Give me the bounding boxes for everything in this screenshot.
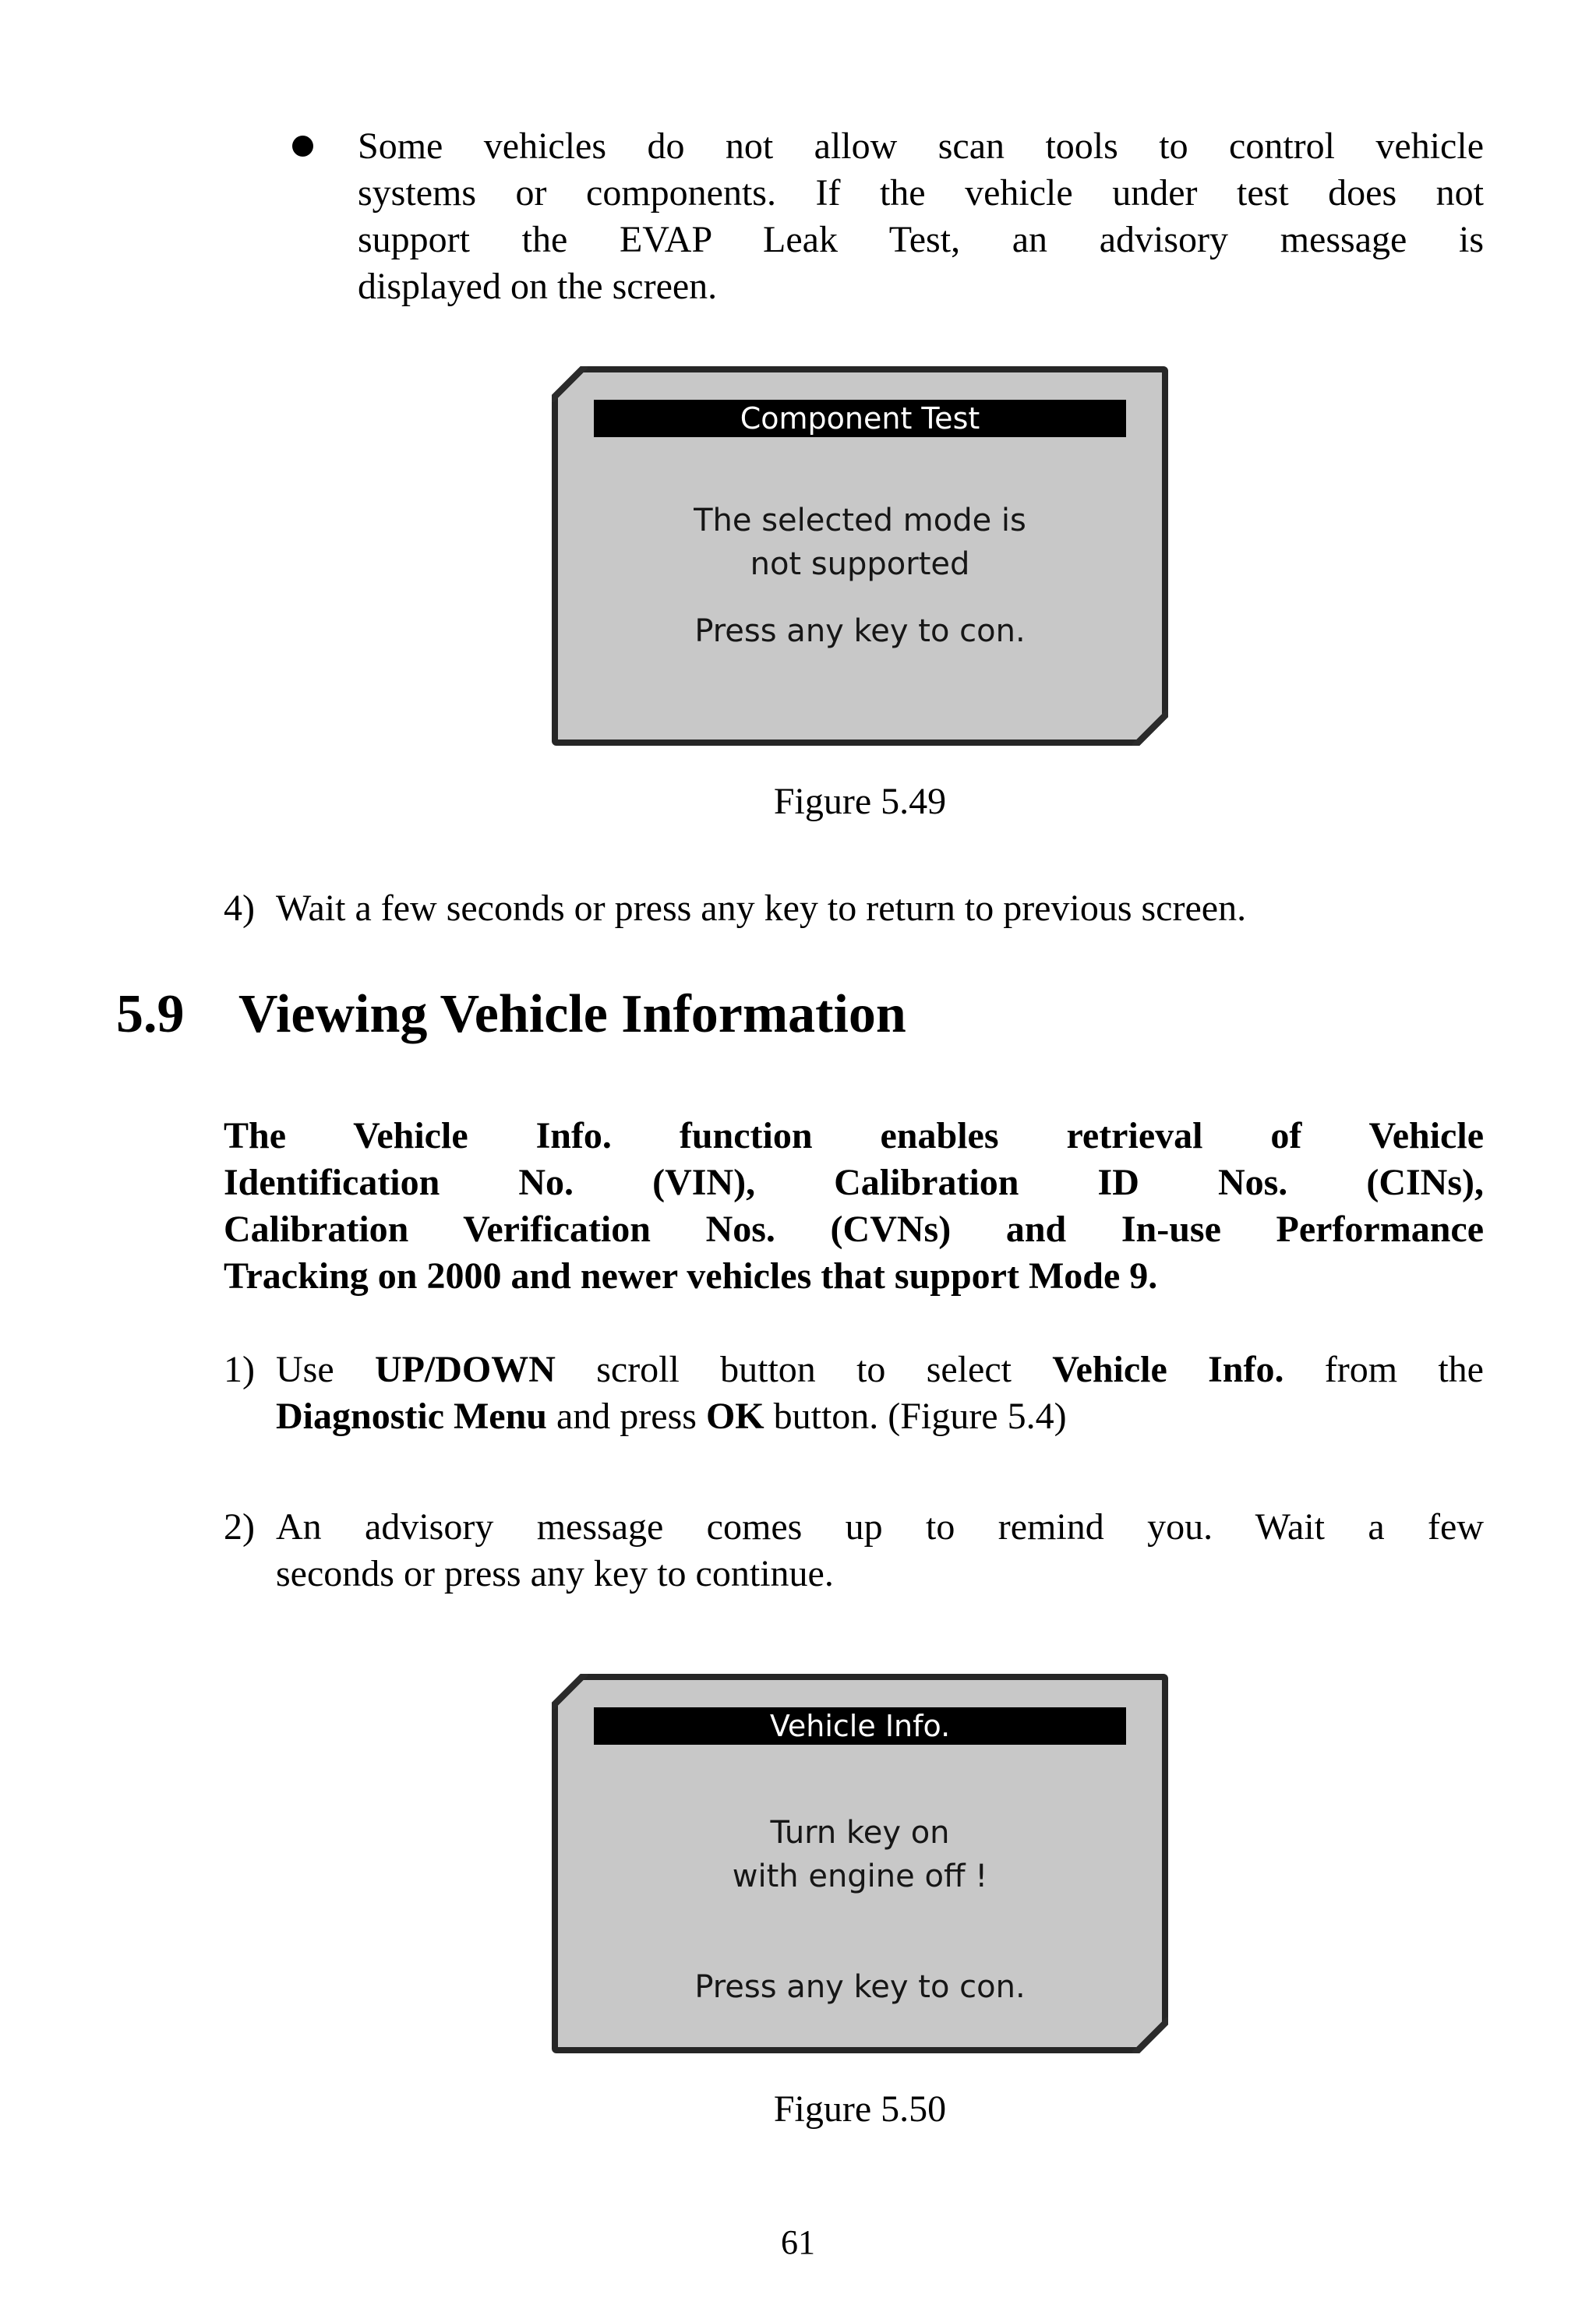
text-segment: Diagnostic Menu xyxy=(276,1396,547,1437)
screen-prompt: Press any key to con. xyxy=(694,613,1026,649)
text-line xyxy=(276,1347,1484,1393)
screen-corner-mark-icon xyxy=(1132,2017,1168,2053)
text-line xyxy=(276,885,1484,932)
step-text xyxy=(276,1347,1484,1440)
text-segment: The Vehicle Info. function enables retrieval of Vehicle xyxy=(224,1115,1484,1156)
screen-corner-mark-icon xyxy=(1132,710,1168,746)
step-number: 1) xyxy=(224,1349,255,1390)
text-segment: and press xyxy=(547,1396,706,1437)
step-number: 4) xyxy=(224,888,255,929)
bullet-icon xyxy=(292,136,313,157)
text-segment: Tracking on 2000 and newer vehicles that support Mode 9. xyxy=(224,1255,1158,1297)
text-line xyxy=(224,1113,1484,1160)
text-segment: seconds or press any key to continue. xyxy=(276,1553,834,1594)
text-segment: button. (Figure 5.4) xyxy=(764,1396,1067,1437)
text-segment: Wait a few seconds or press any key to return to previous screen. xyxy=(276,888,1247,929)
text-line xyxy=(358,170,1484,217)
text-line xyxy=(358,217,1484,263)
screen-prompt: Press any key to con. xyxy=(694,1969,1026,2005)
text-segment: displayed on the screen. xyxy=(358,266,718,307)
text-segment: from the xyxy=(1284,1349,1484,1390)
section-number: 5.9 xyxy=(116,984,185,1044)
page-number: 61 xyxy=(781,2223,815,2261)
figure-5-50 xyxy=(552,1674,1168,2131)
text-segment: UP/DOWN xyxy=(374,1349,556,1390)
text-line xyxy=(224,1253,1484,1300)
step-text xyxy=(276,885,1484,932)
screen-title-bar xyxy=(594,1707,1126,1745)
section-heading xyxy=(116,983,906,1046)
screen-corner-mark-icon xyxy=(552,366,588,402)
step-2 xyxy=(224,1504,1484,1597)
text-segment: Use xyxy=(276,1349,375,1390)
text-segment: Vehicle Info. xyxy=(1052,1349,1284,1390)
figure-caption: Figure 5.49 xyxy=(773,781,947,822)
text-segment: support the EVAP Leak Test, an advisory message is xyxy=(358,219,1484,260)
text-line xyxy=(358,123,1484,170)
step-1 xyxy=(224,1347,1484,1440)
step-4 xyxy=(224,885,1484,932)
text-segment: OK xyxy=(705,1396,764,1437)
screen-title: Vehicle Info. xyxy=(769,1709,951,1743)
screen-message xyxy=(558,499,1162,586)
figure-5-49 xyxy=(552,366,1168,824)
message-line: The selected mode is xyxy=(694,503,1026,538)
screen-title-bar xyxy=(594,400,1126,437)
text-segment: An advisory message comes up to remind you. Wait a few xyxy=(276,1506,1484,1548)
text-segment: Some vehicles do not allow scan tools to control vehicle xyxy=(358,125,1484,167)
message-line: not supported xyxy=(750,546,970,582)
text-line xyxy=(358,263,1484,310)
text-line xyxy=(224,1206,1484,1253)
text-line xyxy=(276,1393,1484,1440)
intro-paragraph xyxy=(224,1113,1484,1300)
screen-message xyxy=(558,1811,1162,1898)
message-line: Turn key on xyxy=(770,1815,950,1851)
bullet-text xyxy=(358,123,1484,310)
text-line xyxy=(276,1504,1484,1551)
step-text xyxy=(276,1504,1484,1597)
figure-caption: Figure 5.50 xyxy=(773,2088,947,2130)
text-segment: Calibration Verification Nos. (CVNs) and In-use Performance xyxy=(224,1209,1484,1250)
component-test-screen xyxy=(552,366,1168,746)
message-line: with engine off ! xyxy=(732,1859,988,1894)
bullet-item xyxy=(291,123,1484,310)
screen-title: Component Test xyxy=(740,401,980,436)
text-segment: systems or components. If the vehicle under test does not xyxy=(358,172,1484,214)
screen-corner-mark-icon xyxy=(552,1674,588,1710)
text-line xyxy=(276,1551,1484,1597)
text-segment: Identification No. (VIN), Calibration ID Nos. (CINs), xyxy=(224,1162,1484,1203)
text-segment: scroll button to select xyxy=(555,1349,1053,1390)
section-title: Viewing Vehicle Information xyxy=(238,984,906,1044)
step-number: 2) xyxy=(224,1506,255,1548)
vehicle-info-screen xyxy=(552,1674,1168,2053)
text-line xyxy=(224,1160,1484,1206)
